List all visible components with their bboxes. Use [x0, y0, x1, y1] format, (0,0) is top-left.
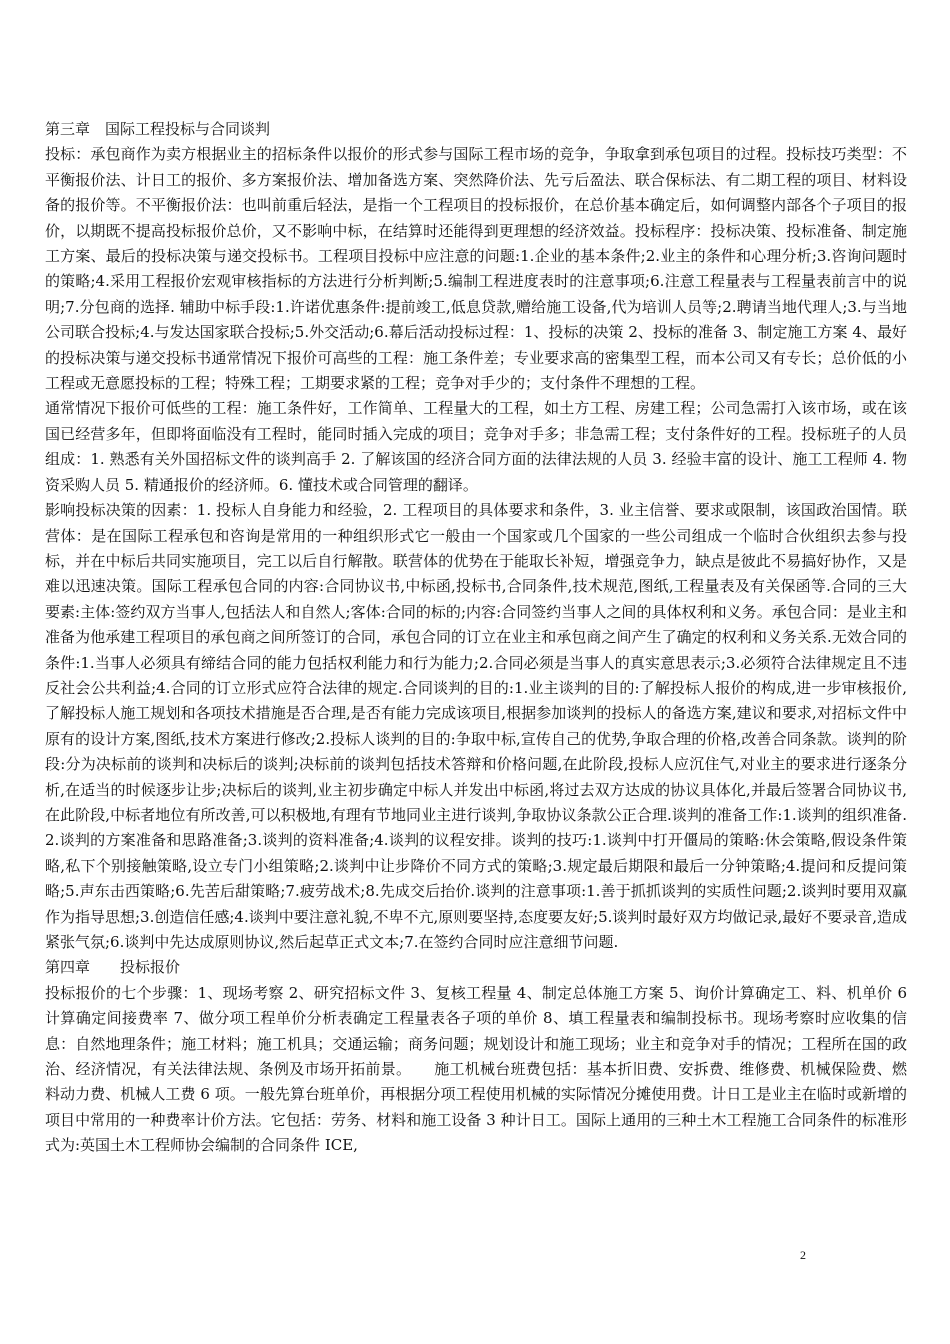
document-body — [45, 117, 907, 1159]
chapter-3-heading: 第三章 国际工程投标与合同谈判 — [45, 120, 271, 138]
paragraph: 投标报价的七个步骤：1、现场考察 2、研究招标文件 3、复核工程量 4、制定总体施工方案 5、询价计算确定工、料、机单价 6 计算确定间接费率 7、做分项工程单价分析表确定工程量表各子项的单价 8、填工程量表和编制投标书。现场考察时应收集的信息：自然地理条件；施工材料；施工机具；交通运输；商务问题；规划设计和施工现场；业主和竞争对手的情况；工程所在国的政治、经济情况，有关法律法规、条例及市场开拓前景。 施工机械台班费包括：基本折旧费、安拆费、维修费、机械保险费、燃料动力费、机械人工费 6 项。一般先算台班单价，再根据分项工程使用机械的实际情况分摊使用费。计日工是业主在临时或新增的项目中常用的一种费率计价方法。它包括：劳务、材料和施工设备 3 种计日工。国际上通用的三种土木工程施工合同条件的标准形式为:英国土木工程师协会编制的合同条件 ICE, — [45, 983, 907, 1155]
paragraph: 通常情况下报价可低些的工程：施工条件好，工作简单、工程量大的工程，如土方工程、房建工程；公司急需打入该市场，或在该国已经营多年，但即将面临没有工程时，能同时插入完成的项目；竞争对手多；非急需工程；支付条件好的工程。投标班子的人员组成：1. 熟悉有关外国招标文件的谈判高手 2. 了解该国的经济合同方面的法律法规的人员 3. 经验丰富的设计、施工工程师 4. 物资采购人员 5. 精通报价的经济师。6. 懂技术或合同管理的翻译。 — [45, 399, 907, 494]
chapter-4-heading: 第四章 投标报价 — [45, 958, 181, 977]
paragraph: 投标：承包商作为卖方根据业主的招标条件以报价的形式参与国际工程市场的竞争，争取拿到承包项目的过程。投标技巧类型：不平衡报价法、计日工的报价、多方案报价法、增加备选方案、突然降价法、先亏后盈法、联合保标法、有二期工程的项目、材料设备的报价等。不平衡报价法：也叫前重后轻法，是指一个工程项目的投标报价，在总价基本确定后，如何调整内部各个子项目的报价，以期既不提高投标报价总价，又不影响中标，在结算时还能得到更理想的经济效益。投标程序：投标决策、投标准备、制定施工方案、最后的投标决策与递交投标书。工程项目投标中应注意的问题:1.企业的基本条件;2.业主的条件和心理分析;3.咨询问题时的策略;4.采用工程报价宏观审核指标的方法进行分析判断;5.编制工程进度表时的注意事项;6.注意工程量表与工程量表前言中的说明;7.分包商的选择. 辅助中标手段:1.许诺优惠条件:提前竣工,低息贷款,赠给施工设备,代为培训人员等;2.聘请当地代理人;3.与当地公司联合投标;4.与发达国家联合投标;5.外交活动;6.幕后活动投标过程：1、投标的决策 2、投标的准备 3、制定施工方案 4、最好的投标决策与递交投标书通常情况下报价可高些的工程：施工条件差；专业要求高的密集型工程，而本公司又有专长；总价低的小工程或无意愿投标的工程；特殊工程；工期要求紧的工程；竞争对手少的；支付条件不理想的工程。 — [45, 145, 907, 393]
paragraph: 影响投标决策的因素：1. 投标人自身能力和经验，2. 工程项目的具体要求和条件，3. 业主信誉、要求或限制，该国政治国情。联营体：是在国际工程承包和咨询是常用的一种组织形式它一般由一个国家或几个国家的一些公司组成一个临时合伙组织去参与投标，并在中标后共同实施项目，完工以后自行解散。联营体的优势在于能取长补短，增强竞争力，缺点是彼此不易搞好协作，又是难以迅速决策。国际工程承包合同的内容:合同协议书,中标函,投标书,合同条件,技术规范,图纸,工程量表及有关保函等.合同的三大要素:主体:签约双方当事人,包括法人和自然人;客体:合同的标的;内容:合同签约当事人之间的具体权利和义务。承包合同：是业主和准备为他承建工程项目的承包商之间所签订的合同，承包合同的订立在业主和承包商之间产生了确定的权利和义务关系.无效合同的条件:1.当事人必须具有缔结合同的能力包括权利能力和行为能力;2.合同必须是当事人的真实意思表示;3.必须符合法律规定且不违反社会公共利益;4.合同的订立形式应符合法律的规定.合同谈判的目的:1.业主谈判的目的:了解投标人报价的构成,进一步审核报价,了解投标人施工规划和各项技术措施是否合理,是否有能力完成该项目,根据参加谈判的投标人的备选方案,建议和要求,对招标文件中原有的设计方案,图纸,技术方案进行修改;2.投标人谈判的目的:争取中标,宣传自己的优势,争取合理的价格,改善合同条款。谈判的阶段:分为决标前的谈判和决标后的谈判;决标前的谈判包括技术答辩和价格问题,在此阶段,投标人应沉住气,对业主的要求进行逐条分析,在适当的时候逐步让步;决标后的谈判,业主初步确定中标人并发出中标函,将过去双方达成的协议具体化,并最后签署合同协议书,在此阶段,中标者地位有所改善,可以积极地,有理有节地同业主进行谈判,争取协议条款公正合理.谈判的准备工作:1.谈判的组织准备.2.谈判的方案准备和思路准备;3.谈判的资料准备;4.谈判的议程安排。谈判的技巧:1.谈判中打开僵局的策略:休会策略,假设条件策略,私下个别接触策略,设立专门小组策略;2.谈判中让步降价不同方式的策略;3.规定最后期限和最后一分钟策略;4.提问和反提问策略;5.声东击西策略;6.先苦后甜策略;7.疲劳战术;8.先成交后抬价.谈判的注意事项:1.善于抓抓谈判的实质性问题;2.谈判时要用双赢作为指导思想;3.创造信任感;4.谈判中要注意礼貌,不卑不亢,原则要坚持,态度要友好;5.谈判时最好双方均做记录,最好不要录音,造成紧张气氛;6.谈判中先达成原则协议,然后起草正式文本;7.在签约合同时应注意细节问题. — [45, 501, 907, 951]
page-number: 2 — [800, 1248, 806, 1262]
